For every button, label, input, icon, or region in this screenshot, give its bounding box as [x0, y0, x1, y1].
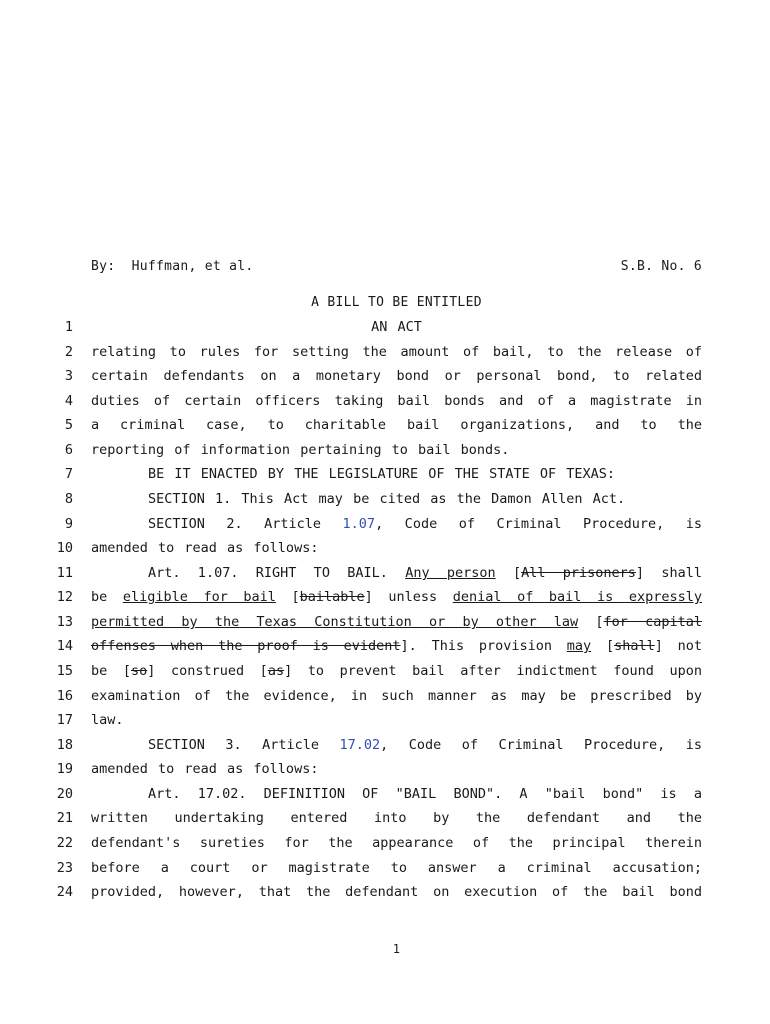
bill-line: [91, 417, 702, 433]
bill-line: [91, 737, 702, 753]
bill-line: [91, 491, 702, 507]
deleted-text: for capital: [603, 614, 703, 630]
article-link[interactable]: 1.07: [342, 516, 376, 532]
line-number: 14: [56, 638, 73, 654]
line-number: 15: [56, 663, 73, 679]
text-segment: reporting of information pertaining to bail bonds.: [91, 442, 510, 458]
text-segment: ] unless: [364, 589, 453, 605]
text-segment: be [: [91, 663, 131, 679]
line-number: 18: [56, 737, 73, 753]
text-segment: duties of certain officers taking bail bonds and of a magistrate in: [91, 393, 702, 409]
text-segment: ]. This provision: [400, 638, 567, 654]
bill-line: [91, 589, 702, 605]
text-segment: ] not: [654, 638, 702, 654]
bill-line: [91, 442, 702, 458]
line-number: 4: [64, 393, 73, 409]
page-number: 1: [392, 942, 401, 956]
text-segment: before a court or magistrate to answer a criminal accusation;: [91, 860, 702, 876]
bill-line: [91, 614, 702, 630]
line-number: 9: [64, 516, 73, 532]
text-segment: [: [578, 614, 604, 630]
bill-line: [91, 786, 702, 802]
text-segment: , Code of Criminal Procedure, is: [375, 516, 702, 532]
bill-line: [91, 688, 702, 704]
line-number: 2: [64, 344, 73, 360]
text-segment: ] construed [: [147, 663, 268, 679]
bill-line: [91, 663, 702, 679]
bill-line: [91, 761, 702, 777]
text-segment: certain defendants on a monetary bond or personal bond, to related: [91, 368, 702, 384]
line-number: 11: [56, 565, 73, 581]
bill-line: [91, 466, 702, 482]
inserted-text: may: [566, 638, 592, 654]
text-segment: a criminal case, to charitable bail organizations, and to the: [91, 417, 702, 433]
bill-line: [91, 516, 702, 532]
text-segment: Art. 1.07. RIGHT TO BAIL.: [148, 565, 406, 581]
bill-line: [91, 810, 702, 826]
bill-line: [91, 860, 702, 876]
line-number: 24: [56, 884, 73, 900]
text-segment: amended to read as follows:: [91, 540, 319, 556]
deleted-text: shall: [614, 638, 655, 654]
line-number: 20: [56, 786, 73, 802]
text-segment: be: [91, 589, 123, 605]
line-number: 3: [64, 368, 73, 384]
bill-line: [91, 540, 702, 556]
bill-line: [91, 319, 702, 335]
deleted-text: as: [267, 663, 285, 679]
line-number: 13: [56, 614, 73, 630]
bill-line: [91, 638, 702, 654]
bill-heading: A BILL TO BE ENTITLED: [311, 295, 482, 310]
text-segment: SECTION 3. Article: [148, 737, 340, 753]
bill-author: By: Huffman, et al.: [91, 259, 254, 274]
line-number: 1: [64, 319, 73, 335]
line-number: 23: [56, 860, 73, 876]
text-segment: [: [495, 565, 522, 581]
text-segment: SECTION 1. This Act may be cited as the Damon Allen Act.: [148, 491, 626, 507]
text-segment: [: [275, 589, 300, 605]
bill-line: [91, 835, 702, 851]
text-segment: ] to prevent bail after indictment found upon: [284, 663, 702, 679]
inserted-text: permitted by the Texas Constitution or by other law: [91, 614, 579, 630]
line-number: 21: [56, 810, 73, 826]
deleted-text: offenses when the proof is evident: [91, 638, 401, 654]
bill-line: [91, 368, 702, 384]
line-number: 19: [56, 761, 73, 777]
text-segment: [: [591, 638, 615, 654]
text-segment: amended to read as follows:: [91, 761, 319, 777]
text-segment: relating to rules for setting the amount of bail, to the release of: [91, 344, 702, 360]
text-segment: , Code of Criminal Procedure, is: [380, 737, 702, 753]
deleted-text: bailable: [299, 589, 365, 605]
line-number: 16: [56, 688, 73, 704]
inserted-text: denial of bail is expressly: [452, 589, 702, 605]
text-segment: AN ACT: [371, 319, 422, 335]
line-number: 17: [56, 712, 73, 728]
text-segment: examination of the evidence, in such manner as may be prescribed by: [91, 688, 702, 704]
line-number: 12: [56, 589, 73, 605]
bill-number: S.B. No. 6: [620, 259, 702, 274]
bill-line: [91, 712, 702, 728]
line-number: 6: [64, 442, 73, 458]
deleted-text: so: [130, 663, 148, 679]
inserted-text: eligible for bail: [122, 589, 276, 605]
text-segment: SECTION 2. Article: [148, 516, 343, 532]
line-number: 22: [56, 835, 73, 851]
bill-line: [91, 884, 702, 900]
text-segment: written undertaking entered into by the defendant and the: [91, 810, 702, 826]
line-number: 7: [64, 466, 73, 482]
deleted-text: All prisoners: [521, 565, 636, 581]
bill-line: [91, 393, 702, 409]
bill-line: [91, 344, 702, 360]
line-number: 8: [64, 491, 73, 507]
text-segment: defendant's sureties for the appearance of the principal therein: [91, 835, 702, 851]
text-segment: provided, however, that the defendant on execution of the bail bond: [91, 884, 702, 900]
article-link[interactable]: 17.02: [339, 737, 381, 753]
line-number: 5: [64, 417, 73, 433]
bill-line: [91, 565, 702, 581]
text-segment: Art. 17.02. DEFINITION OF "BAIL BOND". A "bail bond" is a: [148, 786, 702, 802]
text-segment: law.: [91, 712, 124, 728]
text-segment: ] shall: [635, 565, 702, 581]
inserted-text: Any person: [405, 565, 496, 581]
text-segment: BE IT ENACTED BY THE LEGISLATURE OF THE STATE OF TEXAS:: [148, 466, 616, 482]
line-number: 10: [56, 540, 73, 556]
